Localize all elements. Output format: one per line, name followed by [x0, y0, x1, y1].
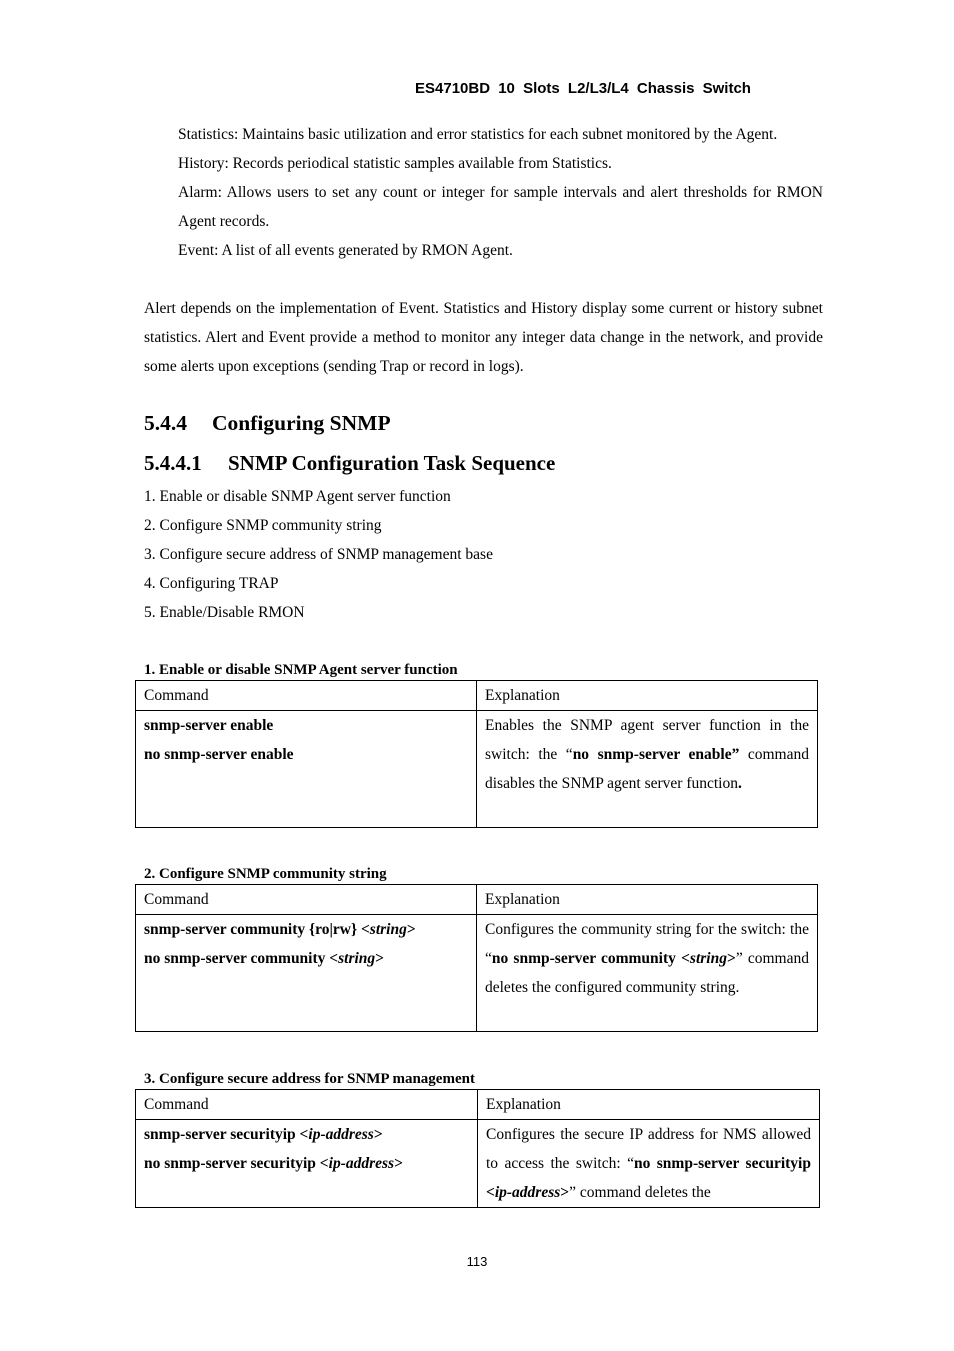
command-text [144, 1120, 469, 1149]
explanation-text: command disables the SNMP agent server function [485, 746, 809, 792]
command-fragment: > [373, 1126, 383, 1143]
column-header-explanation: Explanation [478, 1090, 820, 1120]
explanation-command: no snmp-server community < [491, 950, 690, 967]
task-item: 5. Enable/Disable RMON [144, 604, 305, 621]
explanation-command: no snmp-server enable” [572, 746, 740, 763]
column-header-command: Command [136, 681, 477, 711]
subsection-title: SNMP Configuration Task Sequence [228, 451, 556, 475]
command-parameter: string [338, 950, 376, 967]
column-header-explanation: Explanation [477, 681, 818, 711]
explanation-cell [477, 915, 818, 1032]
command-parameter: ip-address [308, 1126, 374, 1143]
column-header-command: Command [136, 885, 477, 915]
command-text [144, 915, 468, 944]
section-heading [144, 411, 391, 436]
column-header-explanation: Explanation [477, 885, 818, 915]
rmon-event-text: Event: A list of all events generated by RMON Agent. [178, 242, 513, 259]
table-row [136, 1120, 820, 1208]
table-header-row [136, 885, 818, 915]
rmon-statistics-text: Statistics: Maintains basic utilization and error statistics for each subnet monitored by the Agent. [178, 126, 778, 143]
section-number: 5.4.4 [144, 411, 187, 435]
table-header-row [136, 1090, 820, 1120]
command-table [135, 1089, 820, 1208]
section-title: Configuring SNMP [212, 411, 391, 435]
explanation-command: > [560, 1184, 570, 1201]
table-caption: 3. Configure secure address for SNMP management [144, 1071, 475, 1087]
command-text: no snmp-server enable [144, 746, 294, 763]
command-table [135, 680, 818, 828]
command-parameter: string [369, 921, 407, 938]
explanation-command: > [726, 950, 736, 967]
explanation-command: no snmp-server securityip < [486, 1155, 811, 1201]
table-caption: 1. Enable or disable SNMP Agent server function [144, 662, 458, 678]
explanation-text: ” command deletes the configured community string. [485, 950, 809, 996]
command-text: snmp-server enable [144, 717, 274, 734]
command-fragment: no snmp-server securityip < [144, 1155, 329, 1172]
explanation-cell [478, 1120, 820, 1208]
command-table [135, 884, 818, 1032]
explanation-parameter: string [689, 950, 727, 967]
task-item: 2. Configure SNMP community string [144, 517, 382, 534]
command-cell [136, 1120, 478, 1208]
task-item: 4. Configuring TRAP [144, 575, 279, 592]
command-fragment: snmp-server community {ro|rw} < [144, 921, 370, 938]
subsection-heading [144, 451, 555, 476]
table-row [136, 915, 818, 1032]
rmon-history-text: History: Records periodical statistic samples available from Statistics. [178, 155, 612, 172]
command-text [144, 944, 468, 973]
column-header-command: Command [136, 1090, 478, 1120]
explanation-cell [477, 711, 818, 828]
task-item: 1. Enable or disable SNMP Agent server function [144, 488, 451, 505]
explanation-text: Configures the secure IP address for NMS allowed to access the switch: “ [486, 1126, 811, 1172]
table-header-row [136, 681, 818, 711]
command-fragment: > [394, 1155, 403, 1172]
command-cell [136, 915, 477, 1032]
explanation-parameter: ip-address [494, 1184, 561, 1201]
command-parameter: ip-address [328, 1155, 395, 1172]
explanation-text: Configures the community string for the switch: the “ [485, 921, 809, 967]
explanation-text: . [737, 775, 742, 792]
task-sequence-list [144, 482, 493, 627]
command-fragment: > [375, 950, 385, 967]
table-row [136, 711, 818, 828]
command-text [144, 1149, 469, 1178]
command-fragment: > [406, 921, 416, 938]
running-header: ES4710BD 10 Slots L2/L3/L4 Chassis Switch [415, 80, 751, 97]
command-fragment: no snmp-server community < [144, 950, 339, 967]
explanation-text: ” command deletes the [569, 1184, 711, 1201]
page-number: 113 [466, 1254, 488, 1269]
explanation-text: Enables the SNMP agent server function in the switch: the “ [485, 717, 809, 763]
rmon-group-list [178, 120, 823, 265]
table-caption: 2. Configure SNMP community string [144, 866, 387, 882]
subsection-number: 5.4.4.1 [144, 451, 202, 475]
rmon-summary-paragraph: Alert depends on the implementation of Event. Statistics and History display some current or history subnet statistics. Alert and Event provide a method to monitor any integer data change in the network, and provide some alerts upon exceptions (sending Trap or record in logs). [144, 300, 823, 375]
command-fragment: snmp-server securityip < [144, 1126, 309, 1143]
command-cell [136, 711, 477, 828]
task-item: 3. Configure secure address of SNMP management base [144, 546, 493, 563]
rmon-alarm-text: Alarm: Allows users to set any count or integer for sample intervals and alert thresholds for RMON Agent records. [178, 184, 823, 230]
